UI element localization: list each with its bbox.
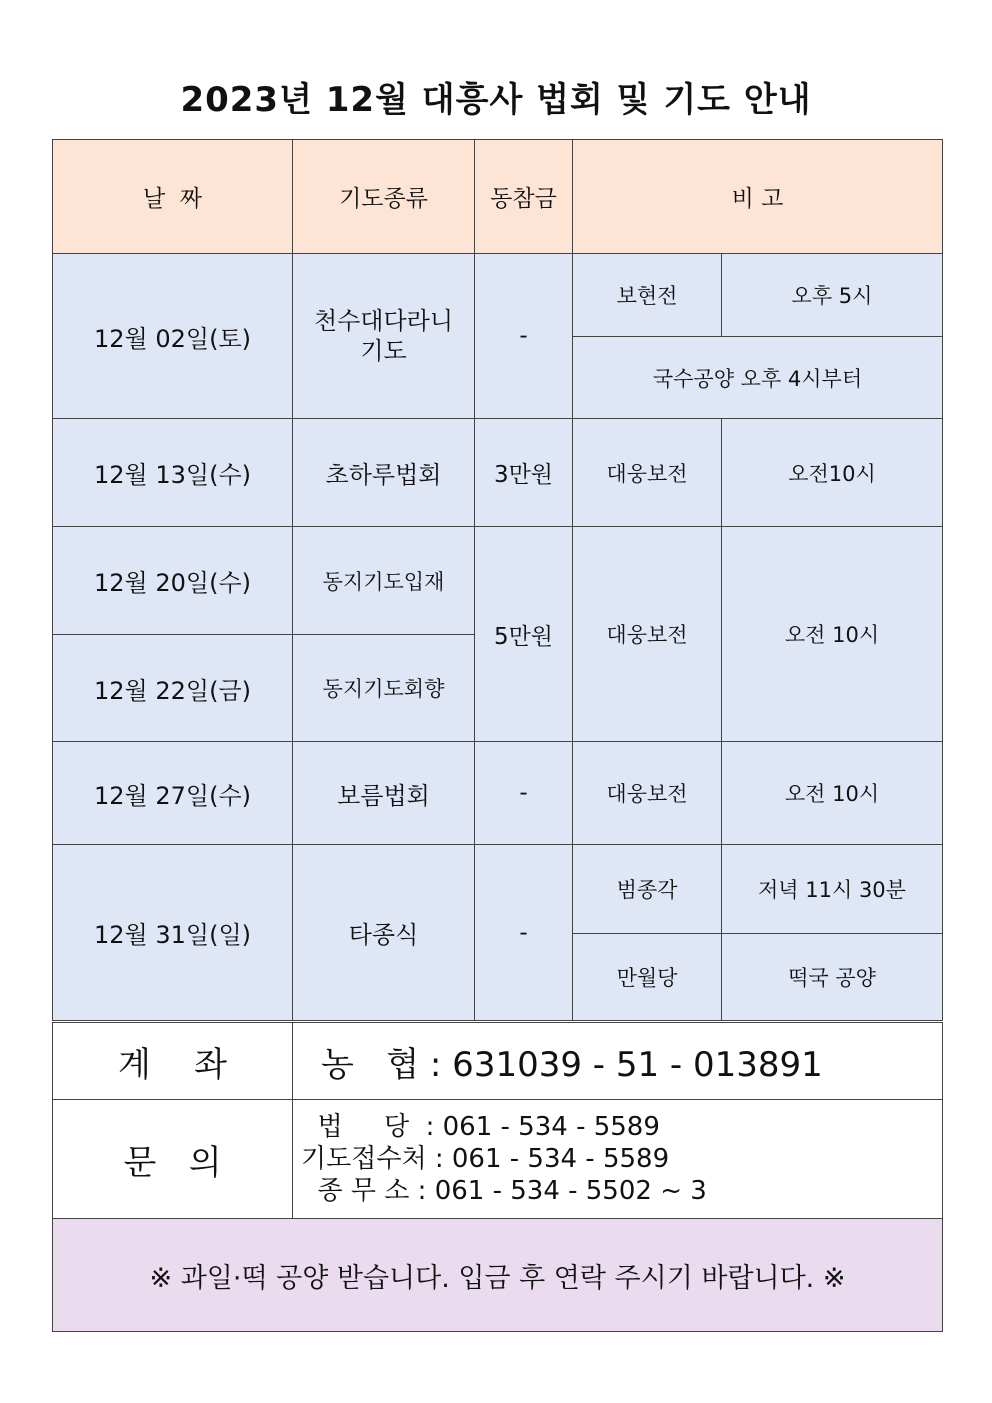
place-cell: 대웅보전 xyxy=(573,527,722,742)
table-row xyxy=(53,254,943,337)
type-cell: 보름법회 xyxy=(293,742,475,845)
fee-cell: - xyxy=(475,742,573,845)
schedule-table xyxy=(52,139,943,1021)
extra-note-cell: 국수공양 오후 4시부터 xyxy=(573,337,943,419)
inquiry-line-beopdang: 법 당 : 061 - 534 - 5589 xyxy=(301,1112,660,1142)
time-cell: 오전 10시 xyxy=(722,527,943,742)
type-cell: 동지기도회향 xyxy=(293,635,475,742)
table-row xyxy=(53,419,943,527)
header-date: 날 짜 xyxy=(53,140,293,254)
inquiry-label: 문 의 xyxy=(53,1100,293,1219)
page-title: 2023년 12월 대흥사 법회 및 기도 안내 xyxy=(180,80,812,120)
place-cell: 대웅보전 xyxy=(573,419,722,527)
time-cell: 떡국 공양 xyxy=(722,934,943,1021)
fee-cell: - xyxy=(475,254,573,419)
inquiry-row xyxy=(53,1100,943,1219)
header-type: 기도종류 xyxy=(293,140,475,254)
inquiry-line-reception: 기도접수처 : 061 - 534 - 5589 xyxy=(301,1144,670,1174)
fee-cell: - xyxy=(475,845,573,1021)
date-cell: 12월 27일(수) xyxy=(53,742,293,845)
fee-cell: 3만원 xyxy=(475,419,573,527)
place-cell: 보현전 xyxy=(573,254,722,337)
table-row xyxy=(53,845,943,934)
header-fee: 동참금 xyxy=(475,140,573,254)
table-row xyxy=(53,742,943,845)
date-cell: 12월 20일(수) xyxy=(53,527,293,635)
notice-row xyxy=(53,1219,943,1332)
type-cell: 초하루법회 xyxy=(293,419,475,527)
time-cell: 오전 10시 xyxy=(722,742,943,845)
inquiry-line-office: 종 무 소 : 061 - 534 - 5502 ~ 3 xyxy=(301,1176,707,1206)
account-label: 계 좌 xyxy=(53,1023,293,1100)
info-table xyxy=(52,1022,943,1332)
time-cell: 오전10시 xyxy=(722,419,943,527)
time-cell: 저녁 11시 30분 xyxy=(722,845,943,934)
notice-text: ※ 과일·떡 공양 받습니다. 입금 후 연락 주시기 바랍니다. ※ xyxy=(53,1219,943,1332)
time-cell: 오후 5시 xyxy=(722,254,943,337)
inquiry-contacts xyxy=(293,1100,943,1219)
date-cell: 12월 22일(금) xyxy=(53,635,293,742)
date-cell: 12월 02일(토) xyxy=(53,254,293,419)
type-cell: 동지기도입재 xyxy=(293,527,475,635)
header-note: 비 고 xyxy=(573,140,943,254)
type-cell: 천수대다라니 기도 xyxy=(293,254,475,419)
place-cell: 만월당 xyxy=(573,934,722,1021)
place-cell: 범종각 xyxy=(573,845,722,934)
date-cell: 12월 13일(수) xyxy=(53,419,293,527)
place-cell: 대웅보전 xyxy=(573,742,722,845)
type-cell: 타종식 xyxy=(293,845,475,1021)
table-header-row xyxy=(53,140,943,254)
account-number: 농 협 : 631039 - 51 - 013891 xyxy=(293,1023,943,1100)
date-cell: 12월 31일(일) xyxy=(53,845,293,1021)
table-row xyxy=(53,527,943,635)
fee-cell: 5만원 xyxy=(475,527,573,742)
account-row xyxy=(53,1023,943,1100)
